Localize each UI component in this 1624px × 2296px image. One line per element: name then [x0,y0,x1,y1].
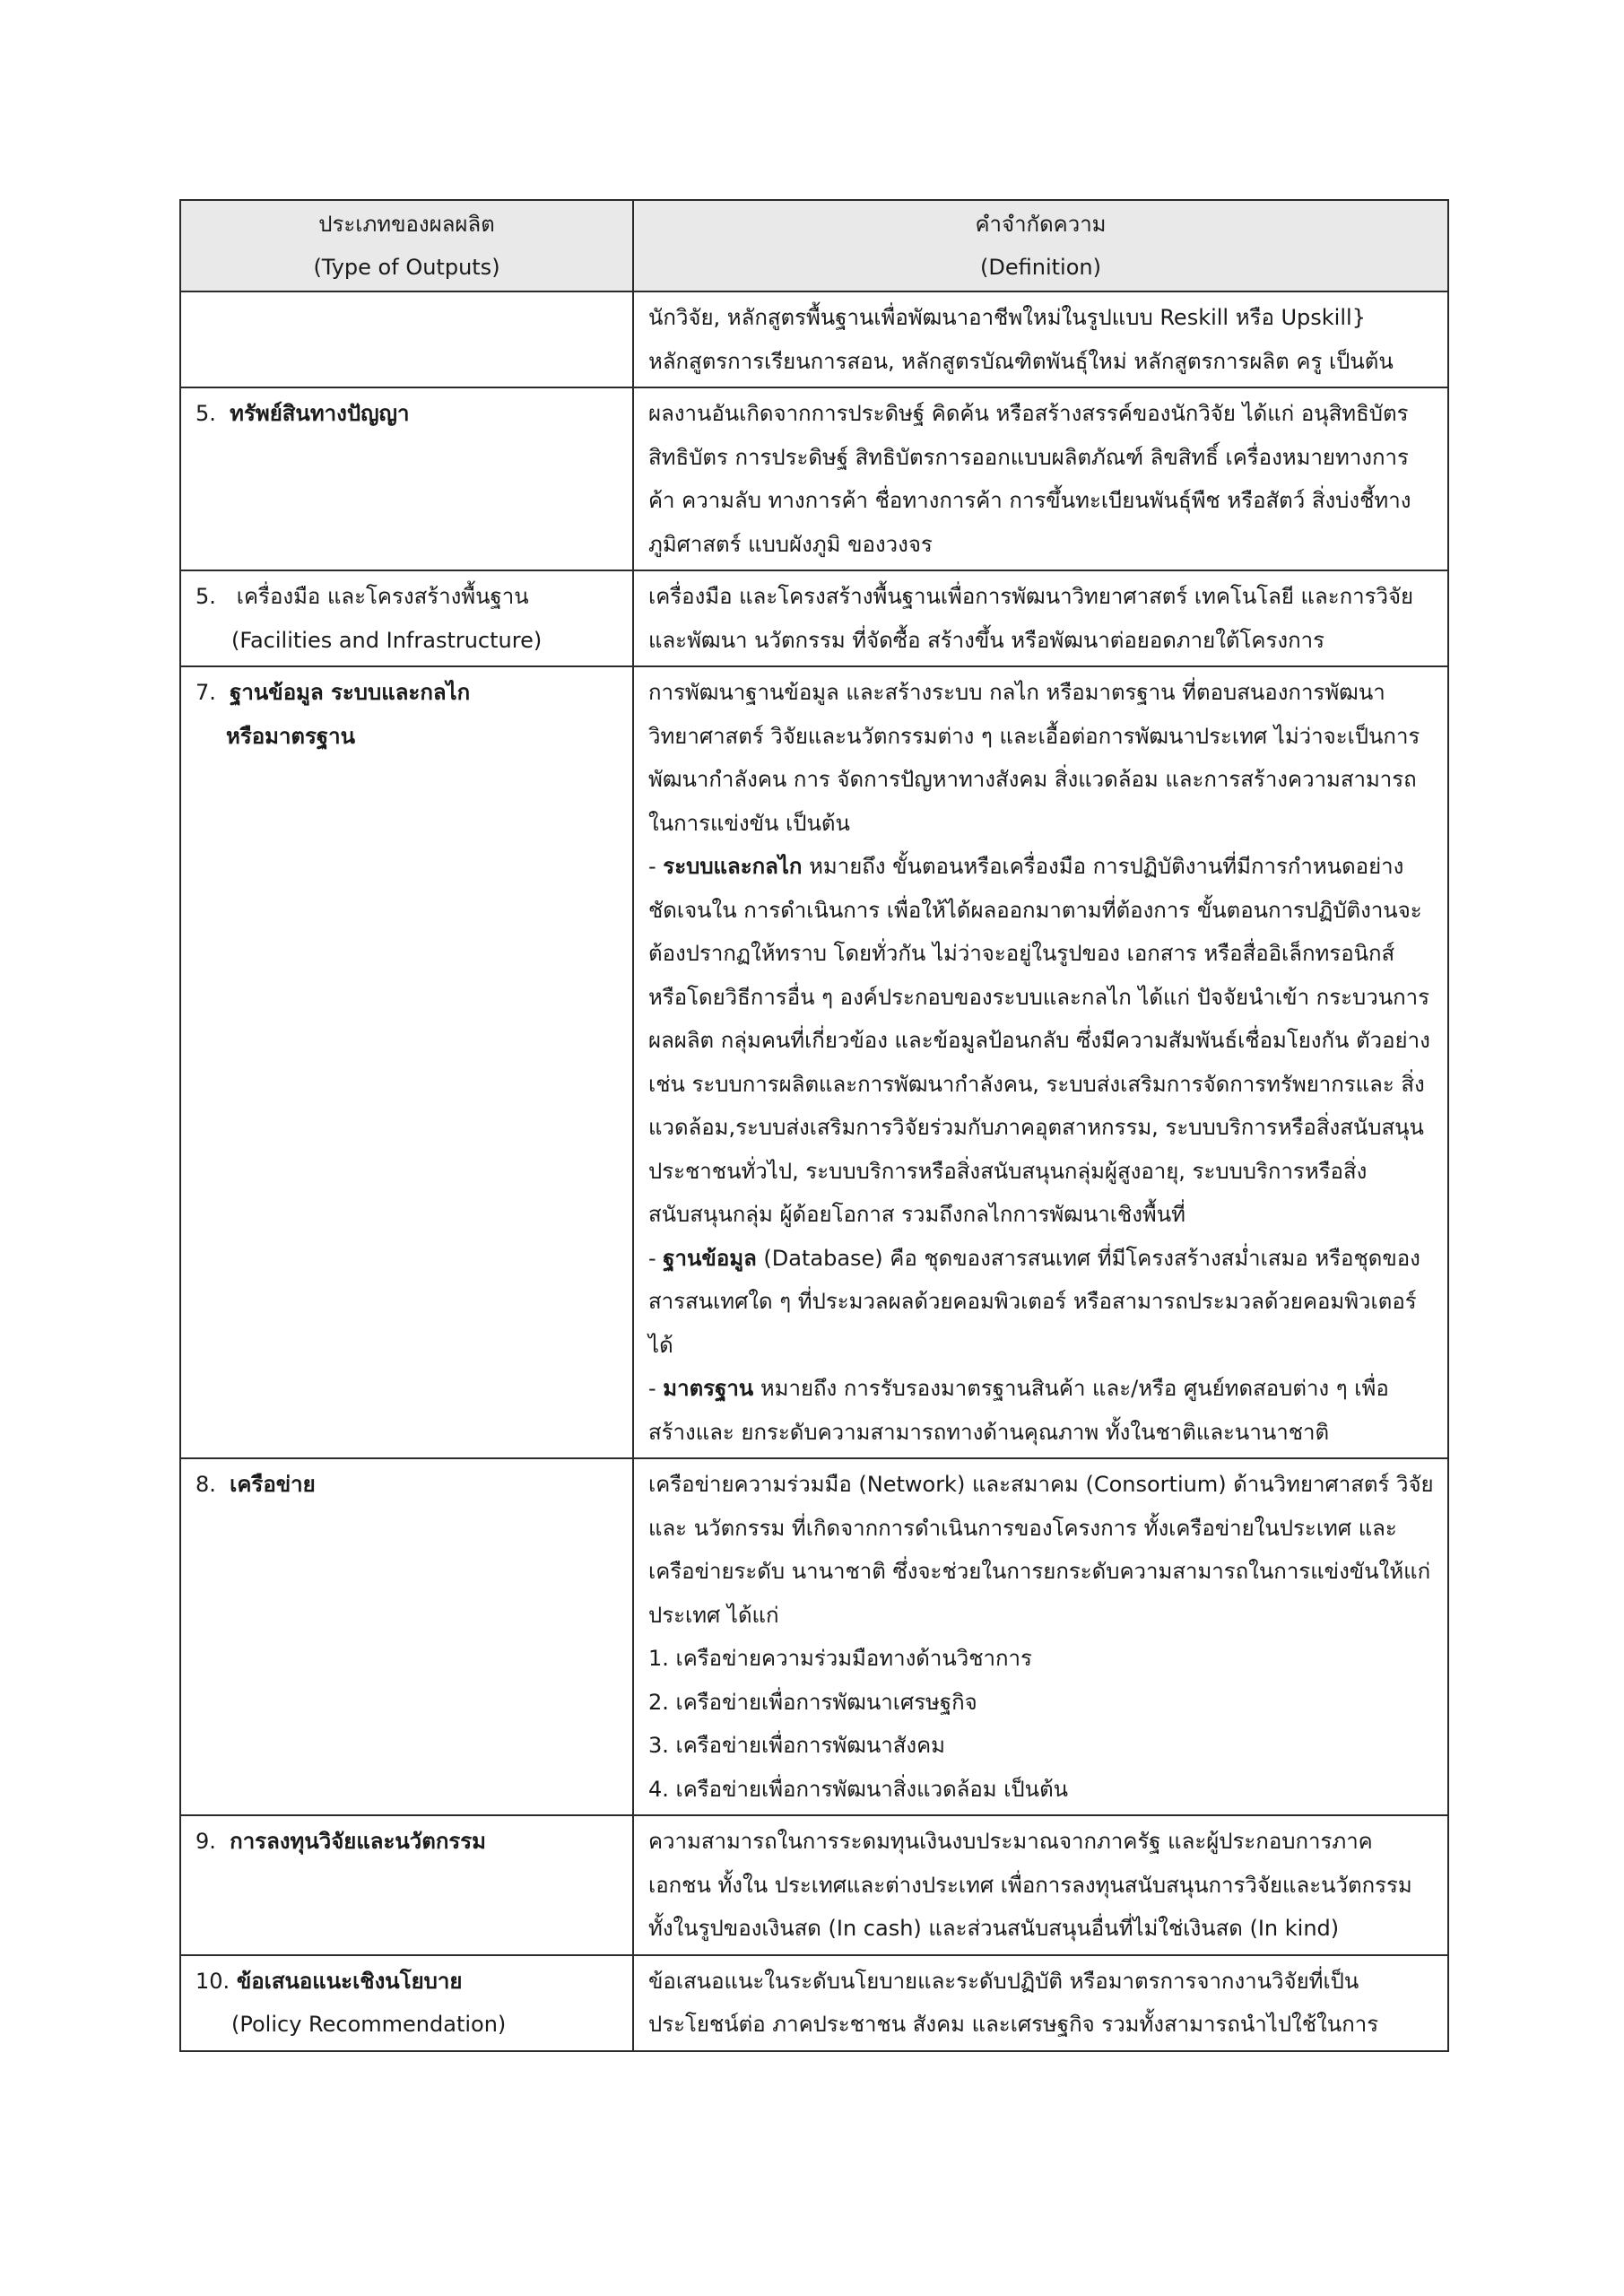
type-cell [180,387,633,570]
definition-item-standard: - มาตรฐาน หมายถึง การรับรองมาตรฐานสินค้า และ/หรือ ศูนย์ทดสอบต่าง ๆ เพื่อสร้างและ ยกระดับความสามารถทางด้านคุณภาพ ทั้งในชาติและนานาชาติ [648,1376,1389,1445]
definition-cell [633,387,1448,570]
definition-cell [633,570,1448,666]
table-row [180,1458,1448,1815]
definition-cell [633,1955,1448,2051]
table-row [180,666,1448,1458]
definition-item-database: - ฐานข้อมูล (Database) คือ ชุดของสารสนเทศ ที่มีโครงสร้างสม่ำเสมอ หรือชุดของ สารสนเทศใด ๆ ที่ประมวลผลด้วยคอมพิวเตอร์ หรือสามารถประมวลด้วยคอมพิวเตอร์ได้ [648,1245,1420,1358]
table-row [180,1815,1448,1955]
header-type-of-outputs [180,200,633,291]
term-systems: ระบบและกลไก [663,854,803,879]
table-row [180,291,1448,387]
header-col1-thai: ประเภทของผลผลิต [318,212,495,237]
row-label: ทรัพย์สินทางปัญญา [230,401,410,426]
row-label: เครือข่าย [230,1472,316,1497]
definition-cell [633,1815,1448,1955]
type-cell [180,570,633,666]
header-col2-english: (Definition) [980,255,1101,280]
row-label: เครื่องมือ และโครงสร้างพื้นฐาน [236,584,529,609]
row-number: 5. [195,584,216,609]
definition-cell [633,666,1448,1458]
definition-cell [633,291,1448,387]
table-row [180,570,1448,666]
row-number: 5. [195,401,216,426]
list-item: 4. เครือข่ายเพื่อการพัฒนาสิ่งแวดล้อม เป็นต้น [648,1776,1069,1802]
table-row [180,1955,1448,2051]
definition-text: ข้อเสนอแนะในระดับนโยบายและระดับปฏิบัติ หรือมาตรการจากงานวิจัยที่เป็นประโยชน์ต่อ ภาคประชาชน สังคม และเศรษฐกิจ รวมทั้งสามารถนำไปใช้ในการ [648,1968,1379,2037]
definition-text: เครื่องมือ และโครงสร้างพื้นฐานเพื่อการพัฒนาวิทยาศาสตร์ เทคโนโลยี และการวิจัยและพัฒนา นวัตกรรม ที่จัดซื้อ สร้างขึ้น หรือพัฒนาต่อยอดภายใต้โครงการ [648,584,1414,653]
row-number: 9. [195,1829,216,1854]
row-number: 8. [195,1472,216,1497]
type-cell [180,1458,633,1815]
definition-cell [633,1458,1448,1815]
row-label: ข้อเสนอแนะเชิงนโยบาย [236,1968,463,1994]
row-number: 7. [195,680,216,705]
list-item: 2. เครือข่ายเพื่อการพัฒนาเศรษฐกิจ [648,1689,977,1715]
term-database: ฐานข้อมูล [663,1245,757,1271]
row-label: ฐานข้อมูล ระบบและกลไก [230,680,471,705]
definition-text: ผลงานอันเกิดจากการประดิษฐ์ คิดค้น หรือสร้างสรรค์ของนักวิจัย ได้แก่ อนุสิทธิบัตร สิทธิบัตร การประดิษฐ์ สิทธิบัตรการออกแบบผลิตภัณฑ์ ลิขสิทธิ์ เครื่องหมายทางการค้า ความลับ ทางการค้า ชื่อทางการค้า การขึ้นทะเบียนพันธุ์พืช หรือสัตว์ สิ่งบ่งชี้ทางภูมิศาสตร์ แบบผังภูมิ ของวงจร [648,401,1411,557]
type-cell [180,1955,633,2051]
list-item: 1. เครือข่ายความร่วมมือทางด้านวิชาการ [648,1646,1032,1671]
row-label: การลงทุนวิจัยและนวัตกรรม [230,1829,486,1854]
term-standard: มาตรฐาน [663,1376,754,1401]
table-header-row [180,200,1448,291]
type-cell [180,666,633,1458]
definition-item-systems: - ระบบและกลไก หมายถึง ขั้นตอนหรือเครื่องมือ การปฏิบัติงานที่มีการกำหนดอย่างชัดเจนใน การดำเนินการ เพื่อให้ได้ผลออกมาตามที่ต้องการ ขั้นตอนการปฏิบัติงานจะต้องปรากฏให้ทราบ โดยทั่วกัน ไม่ว่าจะอยู่ในรูปของ เอกสาร หรือสื่ออิเล็กทรอนิกส์ หรือโดยวิธีการอื่น ๆ องค์ประกอบของระบบและกลไก ได้แก่ ปัจจัยนำเข้า กระบวนการ ผลผลิต กลุ่มคนที่เกี่ยวข้อง และข้อมูลป้อนกลับ ซึ่งมีความสัมพันธ์เชื่อมโยงกัน ตัวอย่างเช่น ระบบการผลิตและการพัฒนากำลังคน, ระบบส่งเสริมการจัดการทรัพยากรและ สิ่งแวดล้อม,ระบบส่งเสริมการวิจัยร่วมกับภาคอุตสาหกรรม, ระบบบริการหรือสิ่งสนับสนุน ประชาชนทั่วไป, ระบบบริการหรือสิ่งสนับสนุนกลุ่มผู้สูงอายุ, ระบบบริการหรือสิ่งสนับสนุนกลุ่ม ผู้ด้อยโอกาส รวมถึงกลไกการพัฒนาเชิงพื้นที่ [648,854,1430,1227]
row-label-english: (Facilities and Infrastructure) [231,627,543,653]
list-item: 3. เครือข่ายเพื่อการพัฒนาสังคม [648,1733,945,1758]
definition-intro: การพัฒนาฐานข้อมูล และสร้างระบบ กลไก หรือมาตรฐาน ที่ตอบสนองการพัฒนาวิทยาศาสตร์ วิจัยและนวัตกรรมต่าง ๆ และเอื้อต่อการพัฒนาประเทศ ไม่ว่าจะเป็นการพัฒนากำลังคน การ จัดการปัญหาทางสังคม สิ่งแวดล้อม และการสร้างความสามารถในการแข่งขัน เป็นต้น [648,680,1420,836]
definition-intro: เครือข่ายความร่วมมือ (Network) และสมาคม (Consortium) ด้านวิทยาศาสตร์ วิจัยและ นวัตกรรม ที่เกิดจากการดำเนินการของโครงการ ทั้งเครือข่ายในประเทศ และเครือข่ายระดับ นานาชาติ ซึ่งจะช่วยในการยกระดับความสามารถในการแข่งขันให้แก่ประเทศ ได้แก่ [648,1472,1434,1628]
row-label-line2: หรือมาตรฐาน [226,723,356,749]
header-col1-english: (Type of Outputs) [313,255,500,280]
table-row [180,387,1448,570]
row-label-english: (Policy Recommendation) [231,2012,507,2037]
header-definition [633,200,1448,291]
outputs-definition-table [179,199,1449,2052]
type-cell [180,291,633,387]
definition-text: นักวิจัย, หลักสูตรพื้นฐานเพื่อพัฒนาอาชีพใหม่ในรูปแบบ Reskill หรือ Upskill} หลักสูตรการเรียนการสอน, หลักสูตรบัณฑิตพันธุ์ใหม่ หลักสูตรการผลิต ครู เป็นต้น [648,305,1394,374]
definition-text: ความสามารถในการระดมทุนเงินงบประมาณจากภาครัฐ และผู้ประกอบการภาคเอกชน ทั้งใน ประเทศและต่างประเทศ เพื่อการลงทุนสนับสนุนการวิจัยและนวัตกรรม ทั้งในรูปของเงินสด (In cash) และส่วนสนับสนุนอื่นที่ไม่ใช่เงินสด (In kind) [648,1829,1412,1941]
header-col2-thai: คำจำกัดความ [975,212,1107,237]
type-cell [180,1815,633,1955]
row-number: 10. [195,1968,230,1994]
